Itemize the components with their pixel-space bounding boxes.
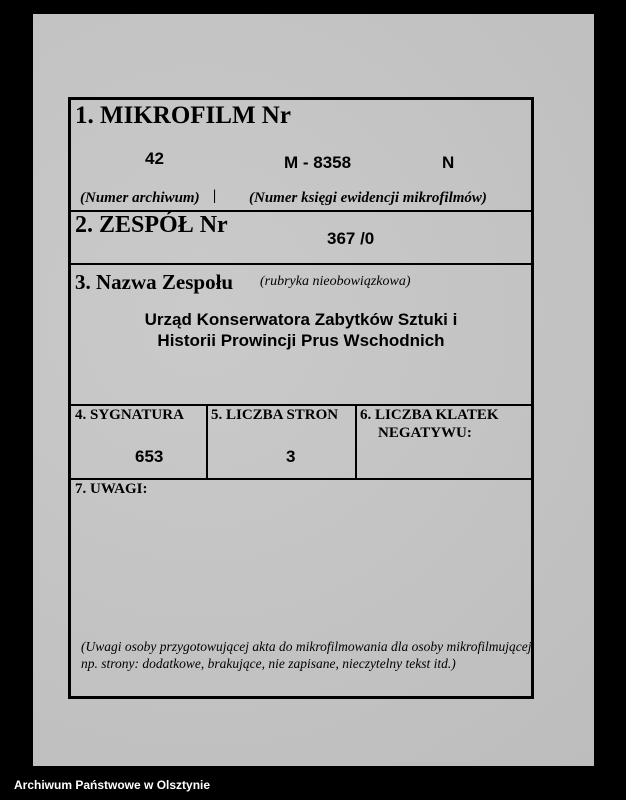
section-3-heading: 3. Nazwa Zespołu [75,270,234,294]
fonds-name-line-1: Urząd Konserwatora Zabytków Sztuki i [144,310,458,329]
microfilm-suffix: N [442,153,455,172]
section-4-heading: 4. SYGNATURA [75,407,184,423]
caption-separator: | [213,188,217,204]
section-2-heading: 2. ZESPÓŁ Nr [75,212,228,238]
fonds-name-line-2: Historii Prowincji Prus Wschodnich [157,331,445,350]
remarks-note-line-1: (Uwagi osoby przygotowującej akta do mikrofilmowania dla osoby mikrofilmującej, [81,639,535,654]
form-table [68,97,534,699]
archive-number: 42 [145,149,164,168]
register-number-caption: (Numer księgi ewidencji mikrofilmów) [249,190,487,206]
signature-value: 653 [135,447,164,466]
remarks-note-line-2: np. strony: dodatkowe, brakujące, nie zapisane, nieczytelny tekst itd.) [81,656,456,671]
divider [206,404,208,478]
section-6-heading-line-2: NEGATYWU: [378,425,472,441]
section-6-heading-line-1: 6. LICZBA KLATEK [360,407,499,423]
divider [71,404,531,406]
fonds-number: 367 /0 [327,229,375,248]
archive-number-caption: (Numer archiwum) [80,190,200,206]
page-count-value: 3 [286,447,296,466]
microfilm-number: M - 8358 [284,153,352,172]
section-1-heading: 1. MIKROFILM Nr [75,102,291,129]
divider [71,263,531,265]
section-5-heading: 5. LICZBA STRON [211,407,339,423]
section-3-note: (rubryka nieobowiązkowa) [260,274,411,289]
section-7-heading: 7. UWAGI: [75,481,148,497]
archive-footer-label: Archiwum Państwowe w Olsztynie [14,778,211,792]
divider [355,404,357,478]
divider [71,478,531,480]
